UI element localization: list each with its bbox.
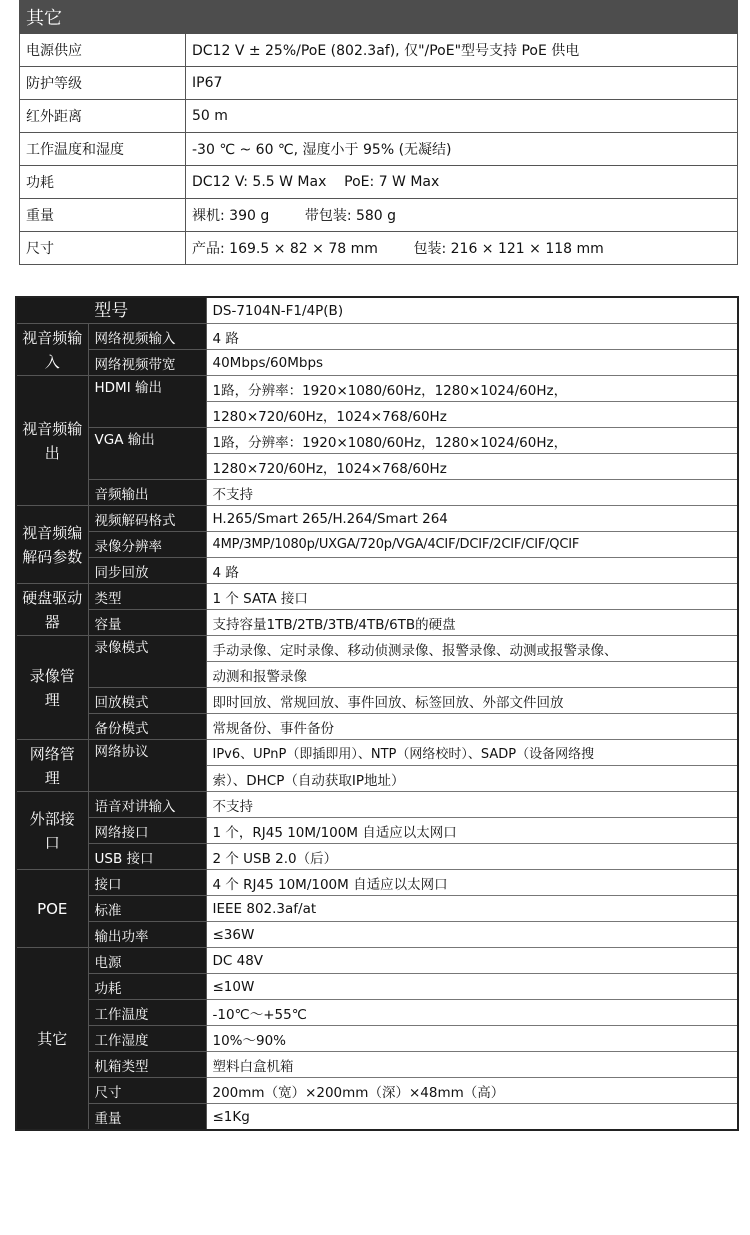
table-row [16, 1078, 738, 1104]
table-row [16, 1104, 738, 1131]
row-value: 动测和报警录像 [206, 662, 738, 688]
row-label: 同步回放 [88, 558, 206, 584]
table-row [16, 714, 738, 740]
row-label: 标准 [88, 896, 206, 922]
row-label: 功耗 [88, 974, 206, 1000]
row-label: 网络协议 [88, 740, 206, 792]
table-row [16, 1052, 738, 1078]
table-row [20, 199, 738, 232]
row-value: 1280×720/60Hz，1024×768/60Hz [206, 454, 738, 480]
table-row [16, 584, 738, 610]
row-value: 即时回放、常规回放、事件回放、标签回放、外部文件回放 [206, 688, 738, 714]
row-value: DC12 V: 5.5 W Max PoE: 7 W Max [186, 166, 738, 199]
row-label: 录像模式 [88, 636, 206, 688]
row-label: VGA 输出 [88, 428, 206, 480]
row-value: ≤36W [206, 922, 738, 948]
row-value: -10℃～+55℃ [206, 1000, 738, 1026]
row-value: 10%～90% [206, 1026, 738, 1052]
row-label: 红外距离 [20, 100, 186, 133]
row-value: 4 个 RJ45 10M/100M 自适应以太网口 [206, 870, 738, 896]
row-value: -30 ℃ ~ 60 ℃, 湿度小于 95% (无凝结) [186, 133, 738, 166]
row-label: 重量 [20, 199, 186, 232]
row-label: USB 接口 [88, 844, 206, 870]
row-label: 工作温度和湿度 [20, 133, 186, 166]
group-codec: 视音频编解码参数 [16, 506, 88, 584]
row-value: 1路，分辨率：1920×1080/60Hz，1280×1024/60Hz， [206, 428, 738, 454]
group-disk: 硬盘驱动器 [16, 584, 88, 636]
table-row [16, 922, 738, 948]
table-row [16, 558, 738, 584]
table-row [16, 506, 738, 532]
row-label: 防护等级 [20, 67, 186, 100]
table-row [20, 34, 738, 67]
row-value: IPv6、UPnP（即插即用）、NTP（网络校时）、SADP（设备网络搜 [206, 740, 738, 766]
table-row [16, 818, 738, 844]
table-title: 其它 [20, 1, 738, 34]
group-av-output: 视音频输出 [16, 376, 88, 506]
row-label: 接口 [88, 870, 206, 896]
row-value: 不支持 [206, 480, 738, 506]
row-label: HDMI 输出 [88, 376, 206, 428]
row-label: 录像分辨率 [88, 532, 206, 558]
row-label: 电源 [88, 948, 206, 974]
row-label: 工作湿度 [88, 1026, 206, 1052]
table-row [16, 870, 738, 896]
row-label: 工作温度 [88, 1000, 206, 1026]
row-value: 裸机: 390 g 带包装: 580 g [186, 199, 738, 232]
table-row [16, 376, 738, 402]
model-label: 型号 [16, 297, 206, 324]
table-row [16, 688, 738, 714]
row-label: 功耗 [20, 166, 186, 199]
row-value: 2 个 USB 2.0（后） [206, 844, 738, 870]
row-value: 1280×720/60Hz，1024×768/60Hz [206, 402, 738, 428]
row-value: DC 48V [206, 948, 738, 974]
row-label: 音频输出 [88, 480, 206, 506]
table-row [20, 67, 738, 100]
row-label: 网络接口 [88, 818, 206, 844]
row-label: 备份模式 [88, 714, 206, 740]
table-row [16, 428, 738, 454]
row-label: 网络视频带宽 [88, 350, 206, 376]
row-value: 4 路 [206, 324, 738, 350]
row-label: 回放模式 [88, 688, 206, 714]
group-poe: POE [16, 870, 88, 948]
group-ext-if: 外部接口 [16, 792, 88, 870]
row-value: 1 个，RJ45 10M/100M 自适应以太网口 [206, 818, 738, 844]
row-value: 不支持 [206, 792, 738, 818]
row-value: 50 m [186, 100, 738, 133]
row-value: 40Mbps/60Mbps [206, 350, 738, 376]
table-row [16, 480, 738, 506]
table-row [16, 1000, 738, 1026]
table-row [20, 133, 738, 166]
row-label: 尺寸 [88, 1078, 206, 1104]
row-value: ≤1Kg [206, 1104, 738, 1131]
table-header-row [20, 1, 738, 34]
model-value: DS-7104N-F1/4P(B) [206, 297, 738, 324]
table-row [16, 532, 738, 558]
table-row [20, 100, 738, 133]
row-value: 塑料白盒机箱 [206, 1052, 738, 1078]
table-row [16, 1026, 738, 1052]
table-row [16, 740, 738, 766]
row-label: 语音对讲输入 [88, 792, 206, 818]
row-value: H.265/Smart 265/H.264/Smart 264 [206, 506, 738, 532]
row-label: 尺寸 [20, 232, 186, 265]
row-value: ≤10W [206, 974, 738, 1000]
spec-table-other [19, 0, 738, 265]
row-value: 4MP/3MP/1080p/UXGA/720p/VGA/4CIF/DCIF/2CIF/CIF/QCIF [206, 532, 738, 558]
row-label: 电源供应 [20, 34, 186, 67]
table-row [16, 350, 738, 376]
table-row [16, 636, 738, 662]
row-label: 重量 [88, 1104, 206, 1131]
table-row [16, 974, 738, 1000]
row-label: 机箱类型 [88, 1052, 206, 1078]
table-row [16, 297, 738, 324]
row-value: IEEE 802.3af/at [206, 896, 738, 922]
row-label: 视频解码格式 [88, 506, 206, 532]
table-row [16, 948, 738, 974]
table-row [16, 610, 738, 636]
row-value: 常规备份、事件备份 [206, 714, 738, 740]
row-label: 类型 [88, 584, 206, 610]
table-row [16, 792, 738, 818]
row-label: 容量 [88, 610, 206, 636]
row-value: 支持容量1TB/2TB/3TB/4TB/6TB的硬盘 [206, 610, 738, 636]
row-value: 索）、DHCP（自动获取IP地址） [206, 766, 738, 792]
group-other: 其它 [16, 948, 88, 1131]
row-value: 4 路 [206, 558, 738, 584]
row-value: IP67 [186, 67, 738, 100]
table-row [16, 844, 738, 870]
table-row [20, 166, 738, 199]
spec-table-nvr [15, 296, 739, 1131]
table-row [16, 324, 738, 350]
row-value: 1路，分辨率：1920×1080/60Hz，1280×1024/60Hz， [206, 376, 738, 402]
group-record: 录像管理 [16, 636, 88, 740]
row-value: 1 个 SATA 接口 [206, 584, 738, 610]
row-value: 200mm（宽）×200mm（深）×48mm（高） [206, 1078, 738, 1104]
row-label: 网络视频输入 [88, 324, 206, 350]
row-value: 手动录像、定时录像、移动侦测录像、报警录像、动测或报警录像、 [206, 636, 738, 662]
table-row [16, 896, 738, 922]
row-value: 产品: 169.5 × 82 × 78 mm 包装: 216 × 121 × 118 mm [186, 232, 738, 265]
row-value: DC12 V ± 25%/PoE (802.3af), 仅"/PoE"型号支持 PoE 供电 [186, 34, 738, 67]
row-label: 输出功率 [88, 922, 206, 948]
table-row [20, 232, 738, 265]
group-av-input: 视音频输入 [16, 324, 88, 376]
group-network: 网络管理 [16, 740, 88, 792]
